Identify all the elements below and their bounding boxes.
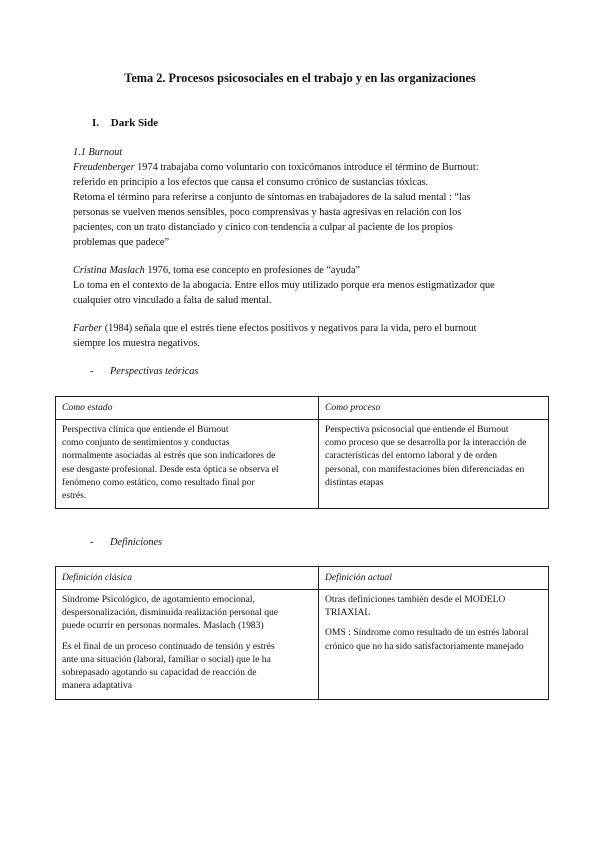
table-cell-right xyxy=(319,420,549,509)
table-row xyxy=(56,590,549,700)
cell-line: estrés. xyxy=(62,490,87,502)
cell-line: características del entorno laboral y de orden xyxy=(325,450,498,462)
table-header-row xyxy=(56,567,549,590)
bullet-label: Definiciones xyxy=(110,537,163,548)
paragraph-line: referido en principio a los efectos que causa el consumo crónico de sustancias tóxicas. xyxy=(73,177,429,188)
line-text: (1984) señala que el estrés tiene efectos positivos y negativos para la vida, pero el burnout xyxy=(102,323,477,334)
maslach-paragraph xyxy=(73,263,541,308)
paragraph-line: Lo toma en el contexto de la abogacía. Entre ellos muy utilizado porque era menos estigmatizador que xyxy=(73,280,495,291)
line-text: 1974 trabajaba como voluntario con toxicómanos introduce el término de Burnout: xyxy=(134,162,479,173)
paragraph-line: personas se vuelven menos sensibles, poco comprensivas y hasta agresivas en relación con los xyxy=(73,207,462,218)
table-cell-left xyxy=(56,420,319,509)
paragraph-line xyxy=(73,263,541,278)
farber-paragraph xyxy=(73,321,541,351)
cell-line: OMS : Síndrome como resultado de un estrés laboral xyxy=(325,627,529,639)
table-header-row xyxy=(56,397,549,420)
table-cell-right xyxy=(319,590,549,700)
paragraph-line: cualquier otro vinculado a falta de salud mental. xyxy=(73,295,272,306)
cell-line: como conjunto de sentimientos y conductas xyxy=(62,437,230,449)
definiciones-table xyxy=(55,566,549,700)
cell-line: crónico que no ha sido satisfactoriamente manejado xyxy=(325,640,524,652)
document-title: Tema 2. Procesos psicosociales en el trabajo y en las organizaciones xyxy=(124,71,476,85)
cell-line: Otras definiciones también desde el MODELO xyxy=(325,594,506,605)
cell-line: normalmente asociadas al estrés que son indicadores de xyxy=(62,450,276,462)
cell-line: como proceso que se desarrolla por la interacción de xyxy=(325,437,527,449)
author-name: Cristina Maslach xyxy=(73,265,145,276)
cell-line: puede ocurrir en personas normales. Maslach (1983) xyxy=(62,620,264,632)
burnout-paragraph xyxy=(73,145,541,250)
cell-line: Perspectiva psicosocial que entiende el Burnout xyxy=(325,424,509,435)
cell-line: despersonalización, disminuida realización personal que xyxy=(62,607,279,619)
section-heading xyxy=(92,117,158,129)
table-header-cell: Definición clásica xyxy=(56,567,319,590)
table-row xyxy=(56,420,549,509)
paragraph-line: pacientes, con un trato distanciado y cínico con tendencia a culpar al paciente de los propios xyxy=(73,222,453,233)
perspectivas-table xyxy=(55,396,549,509)
cell-line: ese desgaste profesional. Desde esta óptica se observa el xyxy=(62,463,279,475)
section-label: Dark Side xyxy=(110,117,159,129)
cell-line: sobrepasado agotando su capacidad de reacción de xyxy=(62,667,257,679)
cell-line: personal, con manifestaciones bien diferenciadas en xyxy=(325,463,525,475)
cell-line: Perspectiva clínica que entiende el Burnout xyxy=(62,424,229,435)
bullet-dash: - xyxy=(90,537,94,548)
paragraph-line: Retoma el término para referirse a conjunto de síntomas en trabajadores de la salud mental : “las xyxy=(73,192,471,203)
author-name: Farber xyxy=(73,323,103,334)
table-header-cell: Como estado xyxy=(56,397,319,420)
cell-line: ante una situación (laboral, familiar o social) que le ha xyxy=(62,653,271,665)
cell-line: Es el final de un proceso continuado de tensión y estrés xyxy=(62,640,275,652)
table-cell-left xyxy=(56,590,319,700)
paragraph-line: siempre los muestra negativos. xyxy=(73,338,200,349)
line-text: 1976, toma ese concepto en profesiones de “ayuda” xyxy=(144,265,361,276)
author-name: Freudenberger xyxy=(73,162,135,173)
table-header-cell: Definición actual xyxy=(319,567,549,590)
definiciones-bullet xyxy=(90,537,162,548)
cell-line: manera adaptativa xyxy=(62,680,133,692)
cell-line: TRIAXIAL xyxy=(325,607,371,619)
cell-line: Síndrome Psicológico, de agotamiento emocional, xyxy=(62,594,255,605)
cell-line: fenómeno como estático, como resultado final por xyxy=(62,476,255,488)
perspectivas-bullet xyxy=(90,366,198,377)
cell-line: distintas etapas xyxy=(325,476,384,488)
burnout-subtitle: 1.1 Burnout xyxy=(73,147,123,158)
bullet-label: Perspectivas teóricas xyxy=(110,366,199,377)
paragraph-line xyxy=(73,160,541,175)
bullet-dash: - xyxy=(90,366,94,377)
section-number: I. xyxy=(92,117,100,129)
paragraph-line xyxy=(73,321,541,336)
paragraph-line: problemas que padece” xyxy=(73,237,170,248)
table-header-cell: Como proceso xyxy=(319,397,549,420)
